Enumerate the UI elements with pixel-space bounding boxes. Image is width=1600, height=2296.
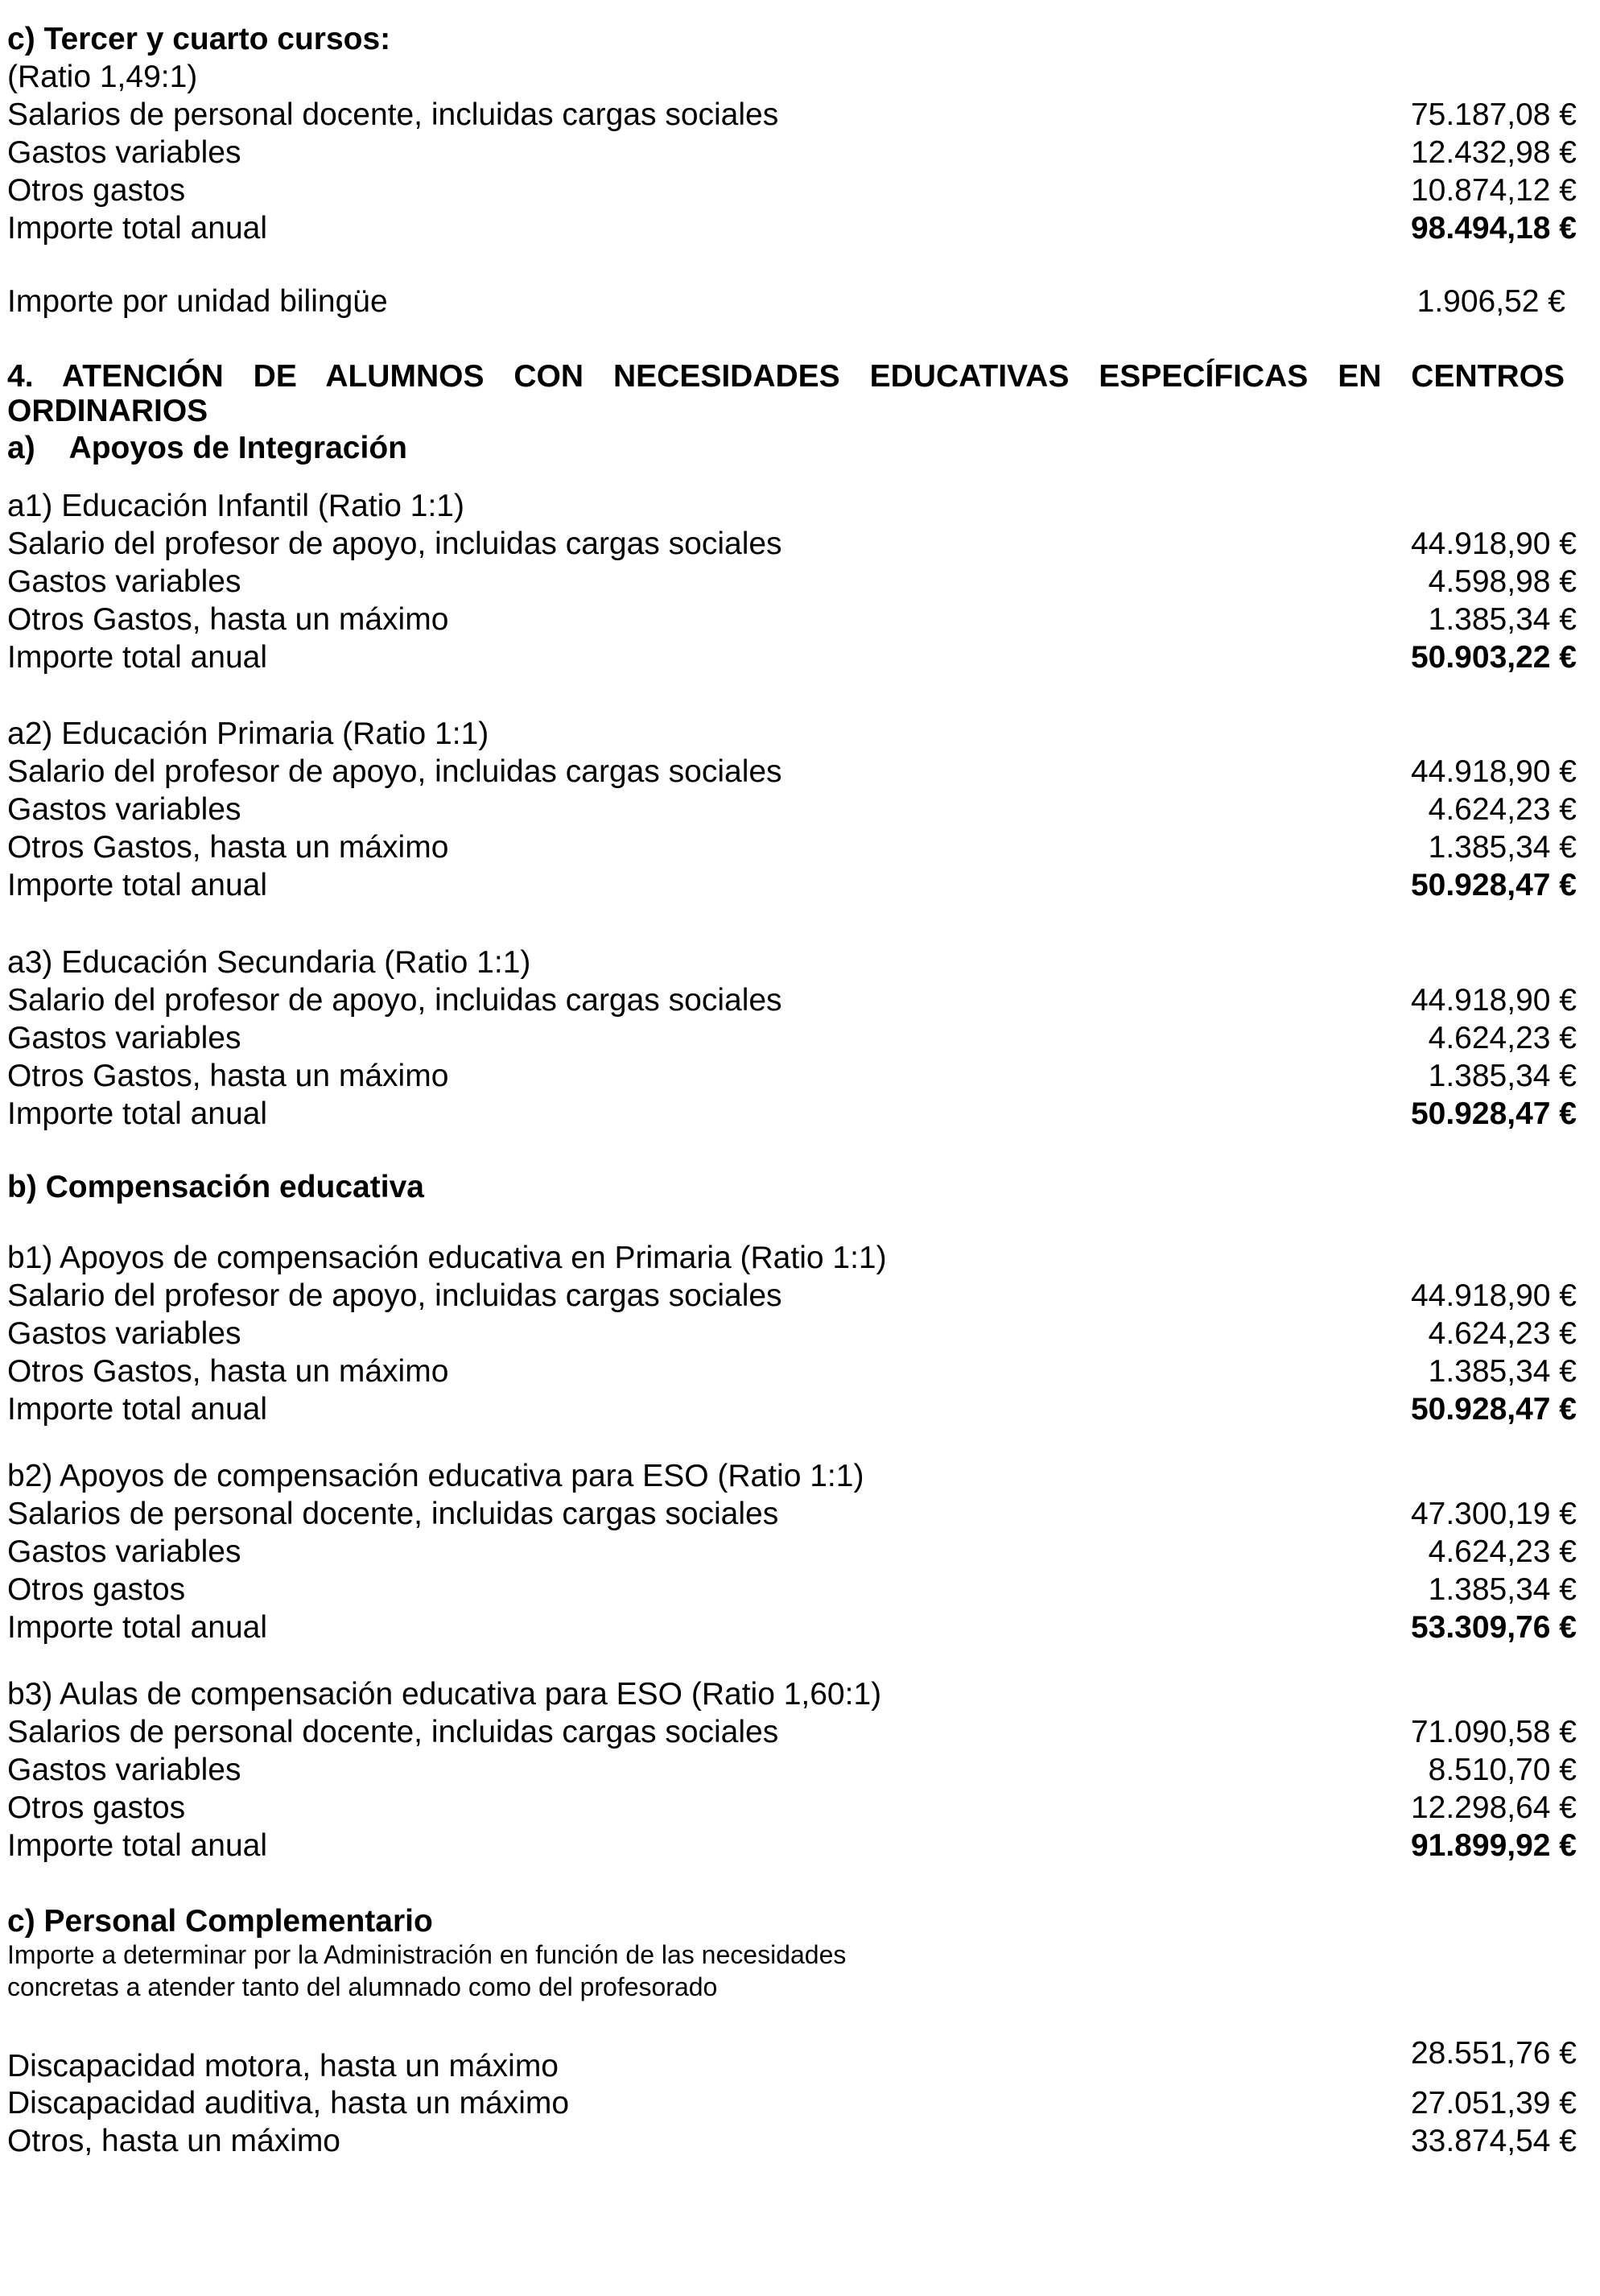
cost-value: 4.624,23 € — [1428, 1021, 1577, 1055]
cost-value: 44.918,90 € — [1410, 983, 1577, 1018]
b3-heading: b3) Aulas de compensación educativa para ESO (Ratio 1,60:1) — [7, 1677, 882, 1712]
cost-value: 27.051,39 € — [1410, 2086, 1577, 2120]
section-c-ratio: (Ratio 1,49:1) — [7, 60, 198, 94]
total-label: Importe total anual — [7, 211, 268, 246]
cost-value: 8.510,70 € — [1428, 1753, 1577, 1787]
total-label: Importe total anual — [7, 1392, 268, 1427]
b2-heading: b2) Apoyos de compensación educativa para ESO (Ratio 1:1) — [7, 1459, 864, 1493]
cost-label: Otros Gastos, hasta un máximo — [7, 1354, 449, 1389]
cost-value: 71.090,58 € — [1410, 1715, 1577, 1749]
cost-label: Gastos variables — [7, 1534, 241, 1569]
cost-value: 12.298,64 € — [1410, 1790, 1577, 1825]
total-value: 50.928,47 € — [1410, 1096, 1577, 1131]
cost-label: Otros Gastos, hasta un máximo — [7, 1059, 449, 1093]
a2-heading: a2) Educación Primaria (Ratio 1:1) — [7, 716, 489, 751]
cost-label: Salarios de personal docente, incluidas cargas sociales — [7, 97, 779, 132]
bilingue-label: Importe por unidad bilingüe — [7, 284, 388, 319]
cost-value: 28.551,76 € — [1410, 2036, 1577, 2071]
total-value: 98.494,18 € — [1410, 211, 1577, 246]
total-label: Importe total anual — [7, 1610, 268, 1645]
total-label: Importe total anual — [7, 640, 268, 675]
cost-label: Salarios de personal docente, incluidas cargas sociales — [7, 1715, 779, 1749]
cost-value: 1.385,34 € — [1428, 830, 1577, 865]
cost-label: Otros Gastos, hasta un máximo — [7, 602, 449, 637]
cost-label: Gastos variables — [7, 564, 241, 599]
cost-value: 4.624,23 € — [1428, 792, 1577, 827]
cost-value: 44.918,90 € — [1410, 527, 1577, 561]
total-value: 91.899,92 € — [1410, 1828, 1577, 1863]
cost-value: 75.187,08 € — [1410, 97, 1577, 132]
subsection-c-note: Importe a determinar por la Administración en función de las necesidades — [7, 1940, 847, 1969]
cost-label: Otros, hasta un máximo — [7, 2124, 340, 2158]
cost-value: 1.385,34 € — [1428, 1354, 1577, 1389]
cost-label: Discapacidad auditiva, hasta un máximo — [7, 2086, 570, 2120]
cost-label: Gastos variables — [7, 792, 241, 827]
cost-value: 1.385,34 € — [1428, 602, 1577, 637]
total-label: Importe total anual — [7, 1096, 268, 1131]
cost-value: 12.432,98 € — [1410, 135, 1577, 170]
cost-label: Salario del profesor de apoyo, incluidas cargas sociales — [7, 983, 782, 1018]
cost-label: Otros gastos — [7, 1572, 186, 1607]
cost-label: Otros gastos — [7, 1790, 186, 1825]
bilingue-value: 1.906,52 € — [1416, 284, 1565, 319]
cost-value: 33.874,54 € — [1410, 2124, 1577, 2158]
cost-value: 44.918,90 € — [1410, 1278, 1577, 1313]
section-4-title-cont: ORDINARIOS — [7, 394, 208, 428]
cost-label: Salario del profesor de apoyo, incluidas cargas sociales — [7, 527, 782, 561]
subsection-a-heading: a) Apoyos de Integración — [7, 431, 407, 465]
total-value: 50.928,47 € — [1410, 868, 1577, 902]
cost-value: 1.385,34 € — [1428, 1059, 1577, 1093]
subsection-b-heading: b) Compensación educativa — [7, 1170, 424, 1204]
cost-label: Salarios de personal docente, incluidas cargas sociales — [7, 1497, 779, 1531]
cost-label: Salario del profesor de apoyo, incluidas cargas sociales — [7, 1278, 782, 1313]
total-label: Importe total anual — [7, 1828, 268, 1863]
b1-heading: b1) Apoyos de compensación educativa en Primaria (Ratio 1:1) — [7, 1241, 887, 1275]
cost-label: Gastos variables — [7, 1316, 241, 1351]
section-4-title: 4. ATENCIÓN DE ALUMNOS CON NECESIDADES EDUCATIVAS ESPECÍFICAS EN CENTROS — [7, 359, 1565, 394]
cost-value: 4.624,23 € — [1428, 1534, 1577, 1569]
cost-label: Gastos variables — [7, 1021, 241, 1055]
cost-value: 47.300,19 € — [1410, 1497, 1577, 1531]
total-value: 53.309,76 € — [1410, 1610, 1577, 1645]
total-value: 50.928,47 € — [1410, 1392, 1577, 1427]
cost-value: 10.874,12 € — [1410, 173, 1577, 208]
cost-label: Discapacidad motora, hasta un máximo — [7, 2049, 559, 2083]
cost-label: Gastos variables — [7, 1753, 241, 1787]
subsection-c-note-cont: concretas a atender tanto del alumnado como del profesorado — [7, 1972, 718, 2001]
cost-label: Otros Gastos, hasta un máximo — [7, 830, 449, 865]
section-c-heading: c) Tercer y cuarto cursos: — [7, 22, 391, 56]
cost-label: Gastos variables — [7, 135, 241, 170]
cost-value: 4.624,23 € — [1428, 1316, 1577, 1351]
cost-value: 1.385,34 € — [1428, 1572, 1577, 1607]
cost-value: 4.598,98 € — [1428, 564, 1577, 599]
cost-value: 44.918,90 € — [1410, 754, 1577, 789]
a3-heading: a3) Educación Secundaria (Ratio 1:1) — [7, 945, 531, 980]
a1-heading: a1) Educación Infantil (Ratio 1:1) — [7, 489, 464, 523]
total-label: Importe total anual — [7, 868, 268, 902]
total-value: 50.903,22 € — [1410, 640, 1577, 675]
cost-label: Salario del profesor de apoyo, incluidas cargas sociales — [7, 754, 782, 789]
subsection-c-heading: c) Personal Complementario — [7, 1904, 433, 1939]
cost-label: Otros gastos — [7, 173, 186, 208]
